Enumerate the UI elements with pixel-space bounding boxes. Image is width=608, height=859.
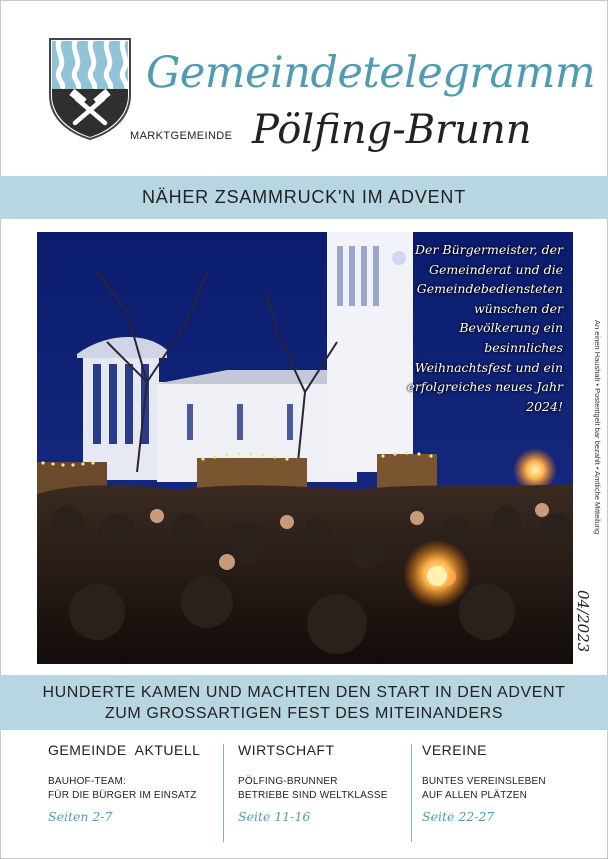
publication-title: Gemeindetelegramm (146, 48, 596, 98)
teaser-line: FÜR DIE BÜRGER IM EINSATZ (48, 790, 197, 801)
teaser-gemeinde (48, 742, 218, 842)
teaser-heading: VEREINE (422, 742, 487, 758)
teaser-wirtschaft (238, 742, 408, 842)
teaser-line: BUNTES VEREINSLEBEN (422, 776, 546, 787)
greeting-text: Der Bürgermeister, der Gemeinderat und die Gemeindebediensteten wünschen der Bevölkerung ein besinnliches Weihnachtsfest und ein erfolgreiches neues Jahr 2024! (407, 242, 563, 414)
teaser-heading: WIRTSCHAFT (238, 742, 335, 758)
teaser-vereine (422, 742, 592, 842)
municipality-type: MARKTGEMEINDE (130, 130, 233, 142)
coat-of-arms-icon (48, 37, 132, 141)
advent-market-photo (37, 232, 573, 664)
teaser-pages: Seiten 2-7 (48, 809, 113, 824)
bottom-headline-line1: HUNDERTE KAMEN UND MACHTEN DEN START IN DEN ADVENT (42, 683, 566, 701)
teaser-line: AUF ALLEN PLÄTZEN (422, 790, 528, 801)
teaser-line: BAUHOF-TEAM: (48, 776, 126, 787)
issue-number: 04/2023 (574, 590, 592, 653)
section-teasers (0, 742, 608, 842)
teaser-line: PÖLFING-BRUNNER (238, 776, 338, 787)
teaser-line: BETRIEBE SIND WELTKLASSE (238, 790, 388, 801)
teaser-pages: Seite 22-27 (422, 809, 495, 824)
bottom-headline (0, 675, 608, 730)
top-headline: NÄHER ZSAMMRUCK'N IM ADVENT (0, 176, 608, 219)
town-name: Pölfing-Brunn (252, 107, 532, 153)
column-divider (223, 744, 224, 842)
teaser-pages: Seite 11-16 (238, 809, 311, 824)
postal-note (590, 320, 604, 670)
bottom-headline-line2: ZUM GROSSARTIGEN FEST DES MITEINANDERS (104, 704, 504, 722)
postal-note-text: An einen Haushalt • Postentgelt bar bezahlt • Amtliche Mitteilung (593, 320, 602, 535)
column-divider (411, 744, 412, 842)
teaser-heading: GEMEINDE AKTUELL (48, 742, 201, 758)
